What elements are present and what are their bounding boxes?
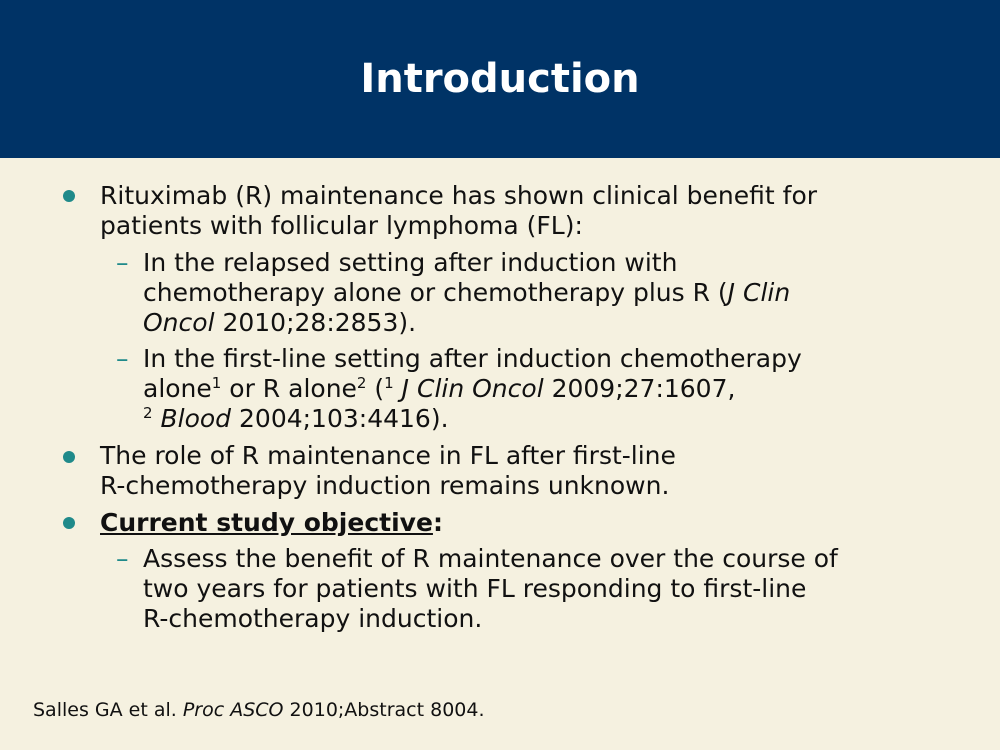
text-segment: chemotherapy alone or chemotherapy plus R ( (143, 278, 728, 307)
sub-text-line (143, 308, 790, 338)
sub-text-line (143, 374, 802, 404)
journal-name: Blood (152, 404, 232, 433)
sub-item-relapsed-setting (143, 248, 790, 338)
dash-icon: – (116, 248, 129, 277)
bullet-text-line (100, 508, 443, 538)
bullet-item-r-maintenance (100, 181, 817, 241)
objective-label: Current study objective (100, 508, 433, 537)
sub-text-line: two years for patients with FL responding to first-line (143, 574, 807, 603)
text-segment: 2010;28:2853). (214, 308, 417, 337)
text-segment: alone (143, 374, 212, 403)
sub-text-line: R-chemotherapy induction. (143, 604, 483, 633)
citation-footer (33, 698, 485, 722)
citation-details: 2010;Abstract 8004. (283, 699, 485, 721)
journal-name: J Clin Oncol (393, 374, 544, 403)
objective-colon: : (432, 508, 443, 537)
sub-text-line (143, 278, 790, 308)
text-segment: or R alone (221, 374, 357, 403)
slide-title: Introduction (360, 56, 640, 102)
superscript: 2 (143, 404, 153, 422)
text-segment: ( (366, 374, 385, 403)
bullet-icon (63, 451, 75, 463)
journal-name: Proc ASCO (182, 699, 284, 721)
sub-text-line: In the relapsed setting after induction with (143, 248, 678, 277)
bullet-icon (63, 190, 75, 202)
dash-icon: – (116, 344, 129, 373)
dash-icon: – (116, 544, 129, 573)
sub-item-first-line-setting (143, 344, 802, 434)
citation-authors: Salles GA et al. (33, 699, 183, 721)
journal-name: Oncol (143, 308, 215, 337)
bullet-item-role-unknown (100, 441, 676, 501)
bullet-text-line: patients with follicular lymphoma (FL): (100, 211, 583, 240)
bullet-text-line: Rituximab (R) maintenance has shown clinical benefit for (100, 181, 818, 210)
superscript: 2 (356, 374, 367, 392)
bullet-text-line: R-chemotherapy induction remains unknown. (100, 471, 670, 500)
bullet-text-line: The role of R maintenance in FL after first-line (100, 441, 676, 470)
superscript: 1 (211, 374, 222, 392)
sub-item-assess-benefit (143, 544, 838, 634)
slide-header (0, 0, 1000, 158)
text-segment: 2004;103:4416). (231, 404, 449, 433)
sub-text-line (143, 404, 802, 434)
sub-text-line: Assess the benefit of R maintenance over the course of (143, 544, 838, 573)
sub-text-line: In the first-line setting after induction chemotherapy (143, 344, 802, 373)
text-segment: 2009;27:1607, (543, 374, 736, 403)
bullet-icon (63, 517, 75, 529)
bullet-item-study-objective (100, 508, 443, 538)
superscript: 1 (384, 374, 394, 392)
journal-name: J Clin (727, 278, 791, 307)
